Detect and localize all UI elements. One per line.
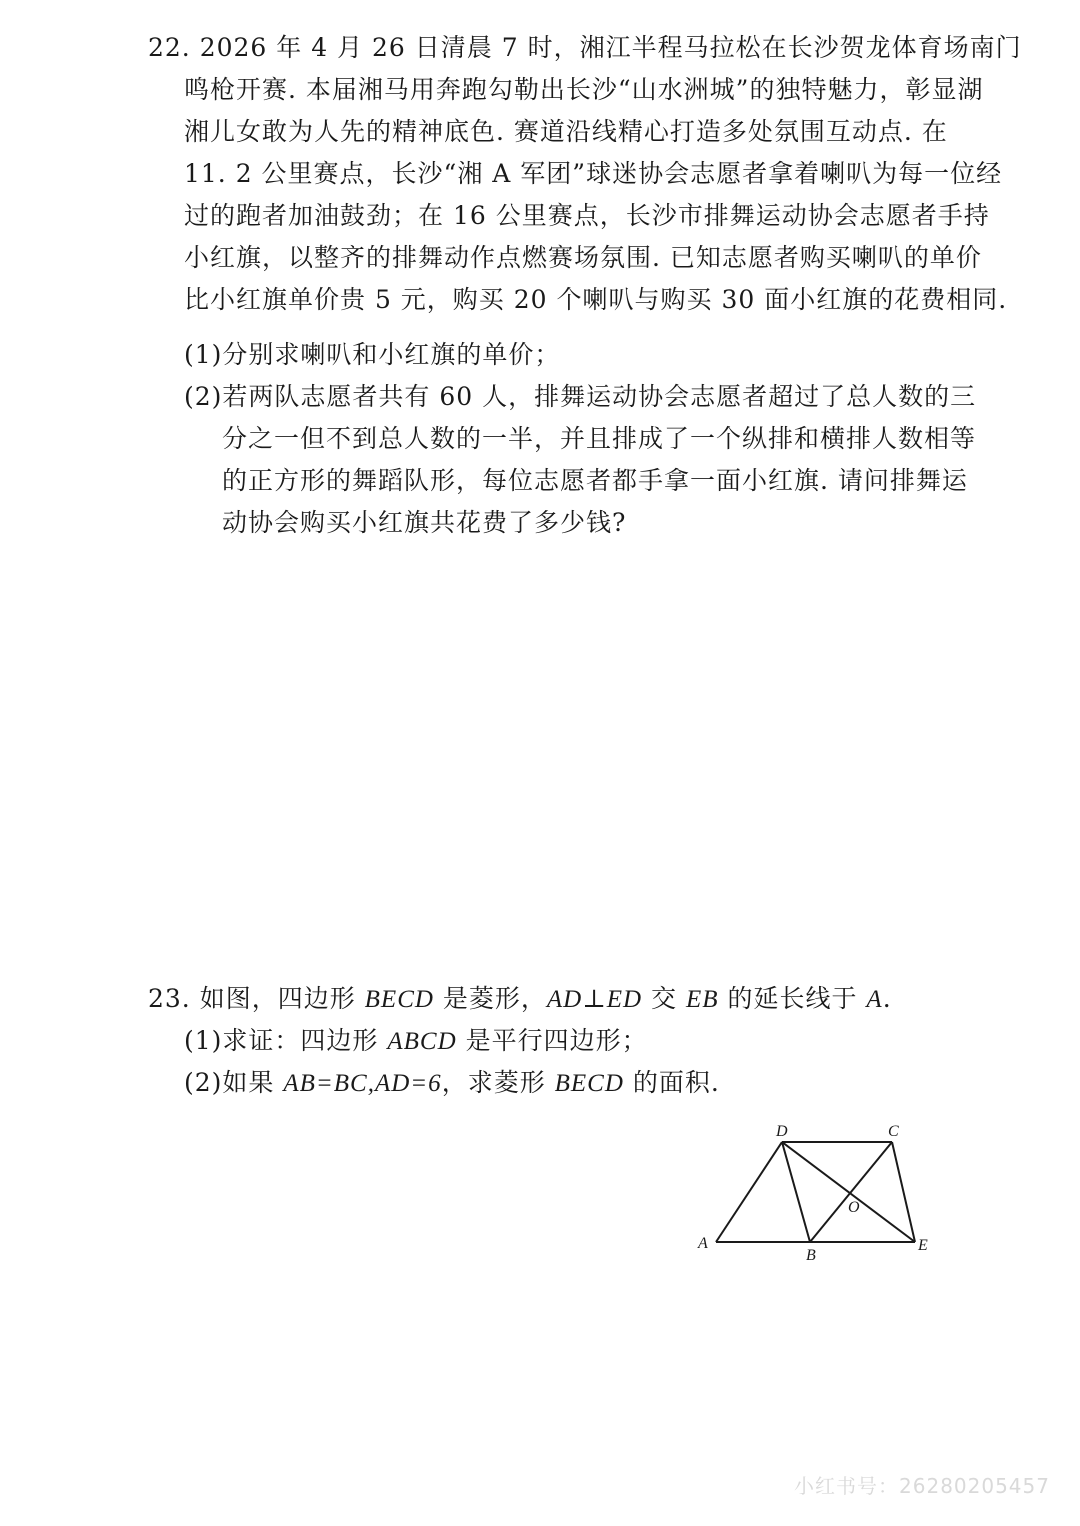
q23-stem-math-ad-perp-ed: AD⊥ED [546,986,643,1013]
label-c: C [888,1123,899,1140]
q22-line-3: 湘儿女敢为人先的精神底色. 赛道沿线精心打造多处氛围互动点. 在 [184,117,948,146]
segment-db [782,1142,810,1242]
q22-line-4: 11. 2 公里赛点，长沙“湘 A 军团”球迷协会志愿者拿着喇叭为每一位经 [184,159,1003,188]
question-22-stem [148,27,1022,321]
q23-p2-text-a: (2)如果 [184,1068,284,1097]
label-o: O [848,1199,860,1216]
q22-part2-line-3: 的正方形的舞蹈队形，每位志愿者都手拿一面小红旗. 请问排舞运 [222,466,968,495]
segment-ad [716,1142,782,1242]
q23-stem-text-i: . [882,984,892,1013]
q23-stem-text-g: 的延长线于 [718,984,867,1013]
q22-line-2: 鸣枪开赛. 本届湘马用奔跑勾勒出长沙“山水洲城”的独特魅力，彰显湖 [184,75,984,104]
question-23-stem [148,978,892,1021]
q22-line-1: 22. 2026 年 4 月 26 日清晨 7 时，湘江半程马拉松在长沙贺龙体育场南门 [148,33,1022,62]
q23-part-2 [184,1062,720,1105]
label-d: D [776,1123,788,1140]
q22-part2-line-2: 分之一但不到总人数的一半，并且排成了一个纵排和横排人数相等 [222,424,977,453]
q23-p2-text-c: ，求菱形 [441,1068,555,1097]
q23-p1-text-a: (1)求证：四边形 [184,1026,388,1055]
label-a: A [698,1235,708,1252]
q23-stem-math-a: A [866,986,883,1013]
q23-stem-math-becd: BECD [364,986,434,1013]
q23-stem-text-a: 23. 如图，四边形 [148,984,365,1013]
q22-line-6: 小红旗，以整齐的排舞动作点燃赛场氛围. 已知志愿者购买喇叭的单价 [184,243,982,272]
q23-part-1 [184,1020,648,1063]
q23-stem-math-eb: EB [685,986,719,1013]
q22-part2-line-4: 动协会购买小红旗共花费了多少钱? [222,508,627,537]
q23-stem-text-c: 是菱形， [433,984,547,1013]
q23-stem-text-e: 交 [642,984,686,1013]
q22-line-7: 比小红旗单价贵 5 元，购买 20 个喇叭与购买 30 面小红旗的花费相同. [184,285,1008,314]
q23-p2-text-e: 的面积. [623,1068,720,1097]
q22-line-5: 过的跑者加油鼓劲；在 16 公里赛点，长沙市排舞运动协会志愿者手持 [184,201,990,230]
segment-bc [810,1142,892,1242]
label-e: E [918,1237,928,1254]
q22-part-2 [184,376,976,544]
q23-p2-math-becd: BECD [554,1070,624,1097]
label-b: B [806,1247,816,1264]
watermark: 小红书号：26280205457 [794,1474,1050,1498]
q23-p1-math-abcd: ABCD [387,1028,457,1055]
q22-part-1: (1)分别求喇叭和小红旗的单价； [184,340,561,369]
q23-p1-text-c: 是平行四边形； [456,1026,648,1055]
q23-p2-math-conditions: AB=BC,AD=6 [283,1070,442,1097]
figure-lines [716,1142,915,1242]
geometry-figure [690,1118,940,1268]
q22-part2-line-1: (2)若两队志愿者共有 60 人，排舞运动协会志愿者超过了总人数的三 [184,382,977,411]
